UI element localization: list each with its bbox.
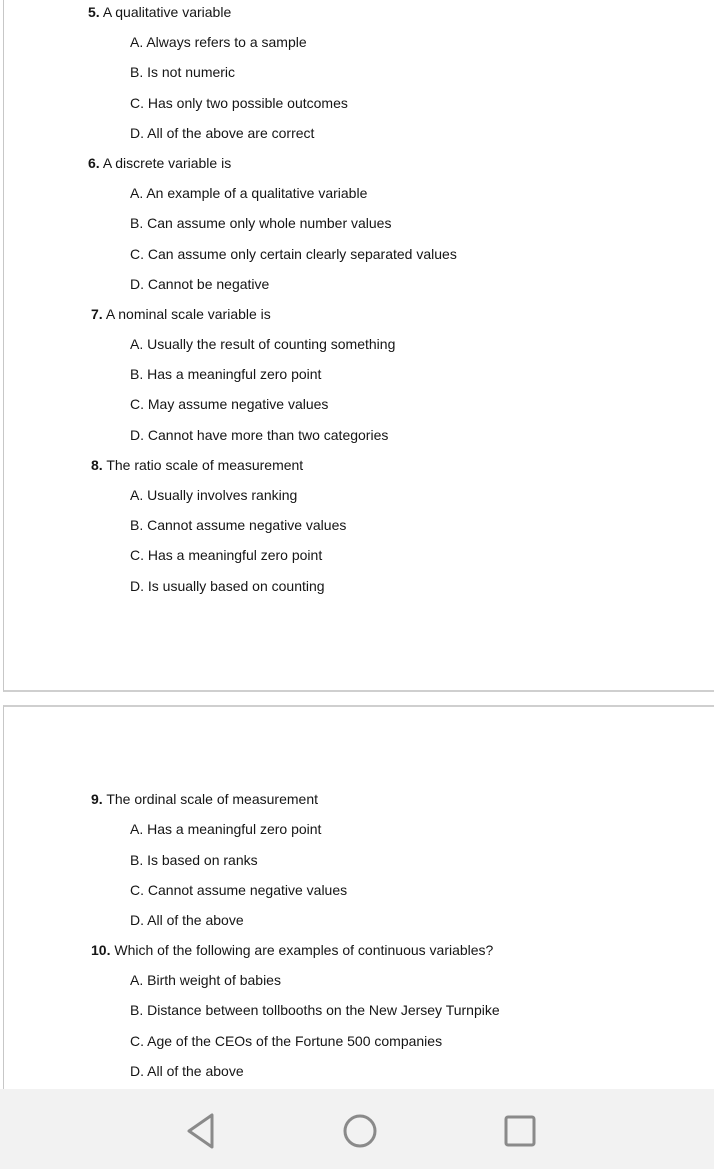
home-button[interactable] — [338, 1111, 382, 1151]
option-item: B. Is based on ranks — [130, 852, 258, 868]
recents-button[interactable] — [498, 1111, 542, 1151]
question-9 — [91, 790, 318, 808]
question-text: Which of the following are examples of continuous variables? — [114, 942, 494, 958]
option-item: B. Distance between tollbooths on the New Jersey Turnpike — [130, 1002, 500, 1018]
option-item: A. Birth weight of babies — [130, 972, 281, 988]
question-text: The ordinal scale of measurement — [106, 791, 318, 807]
question-number: 5. — [88, 4, 100, 20]
option-item: C. Has a meaningful zero point — [130, 547, 323, 563]
option-item: B. Has a meaningful zero point — [130, 366, 322, 382]
question-5 — [88, 3, 231, 21]
question-7 — [91, 305, 271, 323]
question-number: 8. — [91, 457, 103, 473]
question-number: 9. — [91, 791, 103, 807]
system-navigation-bar — [0, 1089, 714, 1169]
back-triangle-icon — [184, 1112, 216, 1150]
option-item: D. Cannot be negative — [130, 276, 270, 292]
option-item: D. All of the above — [130, 1063, 244, 1079]
option-item: C. Cannot assume negative values — [130, 882, 348, 898]
option-item: C. Can assume only certain clearly separated values — [130, 246, 457, 262]
option-item: A. An example of a qualitative variable — [130, 185, 368, 201]
question-8 — [91, 456, 303, 474]
option-item: D. All of the above — [130, 912, 244, 928]
home-circle-icon — [342, 1113, 378, 1149]
question-10 — [91, 941, 493, 959]
recents-square-icon — [503, 1114, 537, 1148]
option-item: B. Cannot assume negative values — [130, 517, 347, 533]
option-item: D. Cannot have more than two categories — [130, 427, 389, 443]
back-button[interactable] — [178, 1111, 222, 1151]
question-number: 6. — [88, 155, 100, 171]
question-text: The ratio scale of measurement — [106, 457, 304, 473]
option-item: A. Usually involves ranking — [130, 487, 298, 503]
option-item: C. May assume negative values — [130, 396, 329, 412]
question-text: A nominal scale variable is — [105, 306, 271, 322]
question-number: 10. — [91, 942, 111, 958]
option-item: D. All of the above are correct — [130, 125, 315, 141]
option-item: B. Is not numeric — [130, 64, 236, 80]
option-item: B. Can assume only whole number values — [130, 215, 392, 231]
question-6 — [88, 154, 231, 172]
option-item: C. Has only two possible outcomes — [130, 95, 348, 111]
option-item: A. Has a meaningful zero point — [130, 821, 322, 837]
option-item: D. Is usually based on counting — [130, 578, 325, 594]
question-text: A discrete variable is — [102, 155, 232, 171]
option-item: A. Usually the result of counting something — [130, 336, 396, 352]
option-item: A. Always refers to a sample — [130, 34, 307, 50]
question-text: A qualitative variable — [102, 4, 232, 20]
option-item: C. Age of the CEOs of the Fortune 500 companies — [130, 1033, 443, 1049]
document-page — [3, 0, 714, 692]
question-number: 7. — [91, 306, 103, 322]
document-page — [3, 705, 714, 1105]
